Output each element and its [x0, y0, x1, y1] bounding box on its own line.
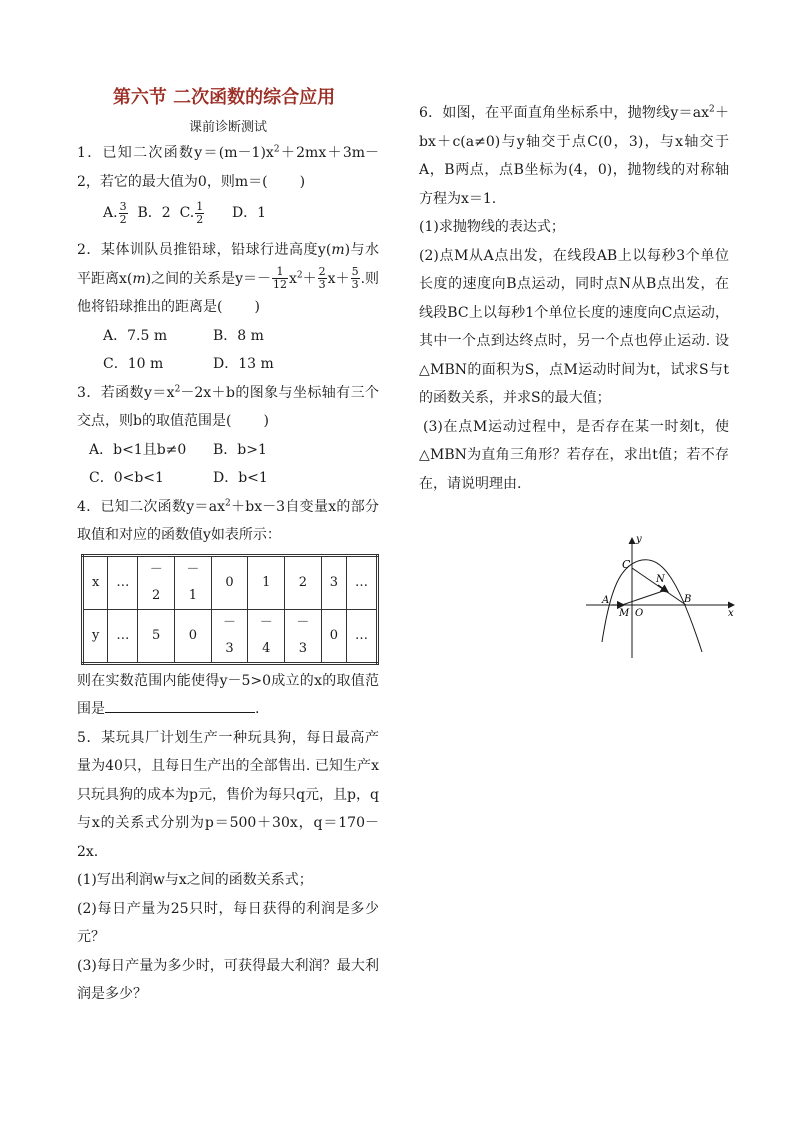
- q1-sup: 2: [273, 144, 280, 155]
- table-cell: 2: [285, 555, 322, 609]
- segment-mn: [622, 590, 666, 605]
- q1-option-b: B．2: [137, 205, 171, 221]
- point-n-label: N: [656, 574, 665, 585]
- table-cell: －1: [175, 555, 212, 609]
- q1-options: [77, 196, 379, 230]
- y-axis-label: y: [636, 534, 642, 545]
- table-cell: 0: [211, 555, 248, 609]
- table-cell: 0: [175, 609, 212, 663]
- q2-option-c: C．10 m: [103, 356, 164, 372]
- section-subtitle: 课前诊断测试: [188, 120, 267, 135]
- question-4-tail: 则在实数范围内能使得y－5>0成立的x的取值范围是 .: [77, 672, 379, 717]
- q1-text-a: 1．已知二次函数y＝(m－1)x: [77, 145, 274, 161]
- table-cell: －2: [138, 555, 175, 609]
- q6-part-1: (1)求抛物线的表达式；: [419, 219, 565, 235]
- table-cell: x: [83, 555, 108, 609]
- point-c-label: C: [622, 558, 631, 571]
- q5-part-1: (1)写出利润w与x之间的函数关系式；: [77, 872, 313, 888]
- q3-option-b: B．b>1: [213, 441, 267, 458]
- table-cell: 3: [321, 555, 346, 609]
- q3-options: [77, 436, 379, 493]
- q2-option-b: B．8 m: [213, 327, 264, 344]
- question-3: 3．若函数$y=x^2-2x+b$的图象与坐标轴有三个交点，则b的取值范围是( ): [77, 383, 380, 429]
- q1-option-a: A. $\frac{3}{2}$: [103, 199, 127, 226]
- table-cell: 5: [138, 609, 175, 663]
- answer-blank[interactable]: [105, 696, 255, 713]
- table-cell: 1: [248, 555, 285, 609]
- value-table: [81, 554, 379, 665]
- q5-part-2: (2)每日产量为25只时，每日获得的利润是多少元？: [77, 900, 379, 945]
- table-cell: y: [83, 609, 108, 663]
- parabola-figure: [580, 530, 740, 660]
- point-m-label: M: [619, 608, 630, 619]
- question-5: 5．某玩具厂计划生产一种玩具狗，每日最高产量为40只，且每日生产出的全部售出. 已知生产x只玩具狗的成本为p元，售价为每只q元，且p，q与x的关系式分别为p＝500＋30x，q＝170－2x.: [77, 729, 379, 860]
- q3-option-a: A．b<1且b≠0: [89, 441, 187, 458]
- table-cell: －3: [285, 609, 322, 663]
- table-cell: …: [108, 609, 138, 663]
- parabola-curve: [602, 560, 702, 652]
- q6-part-2: (2)点M从A点出发，在线段AB上以每秒3个单位长度的速度向B点运动，同时点N从B点出发，在线段BC上以每秒1个单位长度的速度向C点运动，其中一个点到达终点时，另一个点也停止运动. 设△MBN的面积为S，点M运动时间为t，试求S与t的函数关系，并求S的最大值；: [419, 247, 729, 406]
- table-cell: …: [347, 609, 378, 663]
- question-1: [77, 139, 379, 196]
- question-4: 4．已知二次函数$y=ax^2+bx-3$自变量x的部分取值和对应的函数值y如表所示：: [77, 497, 379, 543]
- x-axis-label: x: [728, 608, 734, 619]
- table-row: [83, 555, 378, 609]
- question-2: 2．某体训队员推铅球，铅球行进高度y(m)与水平距离x(m)之间的关系是y＝－ $\frac{1}{12}$ $x^2+$ $\frac{2}{3}$ x＋ $\frac{5}{3}$ .则他将铅球推出的距离是( ): [77, 242, 380, 315]
- point-a-label: A: [602, 595, 610, 606]
- left-column: [77, 86, 379, 1009]
- q2-option-a: A．7.5 m: [103, 327, 168, 344]
- q6-part-3: (3)在点M运动过程中，是否存在某一时刻t，使△MBN为直角三角形？若存在，求出t值；若不存在，请说明理由.: [419, 418, 729, 492]
- q5-part-3: (3)每日产量为多少时，可获得最大利润？最大利润是多少？: [77, 957, 379, 1002]
- table-row: [83, 609, 378, 663]
- q1-text-b: ＋2mx＋3m－2，若它的最大值为0，则m＝(: [77, 145, 379, 190]
- q3-option-d: D．b<1: [213, 470, 268, 486]
- q1-text-c: ): [299, 173, 306, 190]
- question-6: 6．如图，在平面直角坐标系中，抛物线$y=ax^2+bx+c(a\ne 0)$与y轴交于点C(0，3)，与x轴交于A，B两点，点B坐标为(4，0)，抛物线的对称轴方程为x＝1.: [419, 104, 729, 207]
- table-cell: …: [347, 555, 378, 609]
- q2-option-d: D．13 m: [213, 356, 274, 372]
- q3-option-c: C．0<b<1: [89, 470, 164, 486]
- table-cell: －4: [248, 609, 285, 663]
- q1-option-c: C. $\frac{1}{2}$: [179, 199, 204, 226]
- q2-options: [77, 322, 379, 379]
- section-title: 第六节 二次函数的综合应用: [112, 87, 336, 108]
- table-cell: 0: [321, 609, 346, 663]
- point-b-label: B: [684, 594, 692, 605]
- right-column: [419, 99, 729, 498]
- origin-label: O: [635, 608, 644, 619]
- q1-option-d: D．1: [231, 205, 267, 221]
- table-cell: －3: [211, 609, 248, 663]
- table-cell: …: [108, 555, 138, 609]
